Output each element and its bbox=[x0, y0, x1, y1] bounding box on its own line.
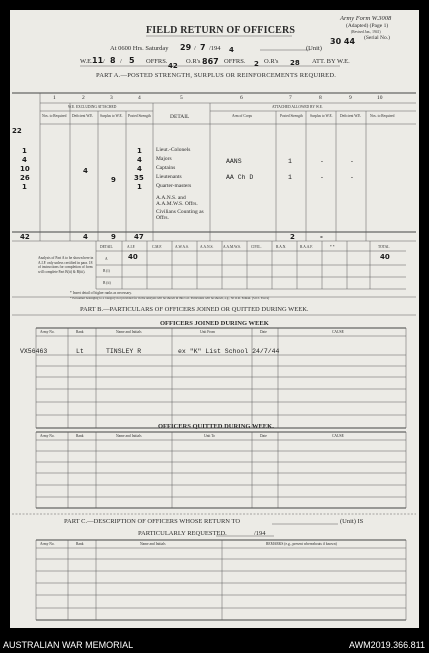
col-number-7: 7 bbox=[289, 95, 292, 101]
sub-header-6: Arm of Corps bbox=[232, 114, 252, 118]
margin-value-6: 1 bbox=[22, 183, 27, 191]
total-col4: 47 bbox=[134, 233, 144, 241]
part-c-col-rank: Rank bbox=[76, 542, 84, 546]
date-year-prefix: /194 bbox=[209, 45, 221, 52]
margin-value-4: 10 bbox=[20, 165, 30, 173]
ors2-value: 28 bbox=[290, 59, 300, 67]
analysis-header-other: * * bbox=[330, 245, 335, 249]
analysis-header-ran: R.A.N. bbox=[276, 245, 287, 249]
quitted-title: OFFICERS QUITTED DURING WEEK. bbox=[158, 423, 274, 430]
analysis-row-a: A bbox=[105, 257, 108, 261]
quitted-col-name: Name and Initials bbox=[116, 434, 142, 438]
we-ors: 8 bbox=[110, 56, 116, 65]
analysis-note: Analysis of Part A to be shown here in A.I.F. only unless certified in para. 18 of instructions for completion of form will complete Part B(ii) & B(iii). bbox=[38, 256, 94, 274]
part-c-title: PART C.—DESCRIPTION OF OFFICERS WHOSE RETURN TO bbox=[64, 518, 241, 525]
analysis-header-total: TOTAL bbox=[378, 245, 390, 249]
analysis-total-value: 40 bbox=[380, 253, 390, 261]
we-offrs: 11 bbox=[92, 56, 104, 65]
footer-institution: AUSTRALIAN WAR MEMORIAL bbox=[3, 640, 134, 650]
analysis-row-bii: B (ii) bbox=[103, 281, 111, 285]
we-total: 5 bbox=[129, 56, 135, 65]
serial-label: (Serial No.) bbox=[364, 35, 390, 41]
joined-name: TINSLEY R bbox=[106, 348, 142, 355]
footnote-1: * Insert detail of higher ranks as necessary. bbox=[70, 291, 132, 295]
analysis-header-aif: A.I.F. bbox=[127, 245, 136, 249]
detail-aans: A.A.N.S. and A.A.M.W.S. Offrs. bbox=[156, 195, 198, 207]
col8-value-0: - bbox=[320, 158, 324, 165]
analysis-header-cmf: C.M.F. bbox=[152, 245, 162, 249]
analysis-header-aamws: A.A.M.W.S. bbox=[223, 245, 241, 249]
quitted-col-rank: Rank bbox=[76, 434, 84, 438]
sub-header-4: Posted Strength bbox=[128, 114, 151, 118]
part-c-date: /194 bbox=[254, 530, 266, 537]
serial-value: 30 44 bbox=[330, 37, 356, 46]
part-c-col-remarks: REMARKS (e.g., present whereabouts if known) bbox=[266, 542, 337, 546]
sub-header-8: Surplus to W.E. bbox=[310, 114, 333, 118]
sub-header-9: Deficient W.E. bbox=[340, 114, 362, 118]
col3-value: 9 bbox=[111, 176, 116, 184]
col4-value-1: 4 bbox=[137, 156, 142, 164]
we-header: W.E. EXCLUDING ATTACHED bbox=[68, 105, 117, 109]
ors-value: 867 bbox=[202, 57, 219, 66]
at-line: At 0600 Hrs. Saturday bbox=[110, 45, 169, 52]
date-month: 7 bbox=[200, 43, 206, 52]
margin-value-3: 4 bbox=[22, 156, 27, 164]
we-label: W.E. bbox=[80, 58, 93, 65]
joined-col-unit: Unit From bbox=[200, 330, 216, 334]
col-number-1: 1 bbox=[53, 95, 56, 101]
col-number-10: 10 bbox=[377, 95, 383, 101]
col-number-5: 5 bbox=[180, 95, 183, 101]
att-label: ATT. BY W.E. bbox=[312, 58, 350, 65]
form-revised: (Revised Jan., 1941) bbox=[351, 30, 381, 34]
joined-col-rank: Rank bbox=[76, 330, 84, 334]
margin-value-2: 1 bbox=[22, 147, 27, 155]
col-number-8: 8 bbox=[319, 95, 322, 101]
joined-col-cause: CAUSE bbox=[332, 330, 344, 334]
total-col7: 2 bbox=[290, 233, 295, 241]
joined-title: OFFICERS JOINED DURING WEEK bbox=[160, 320, 269, 327]
total-col3: 9 bbox=[111, 233, 116, 241]
detail-lieutenants: Lieutenants bbox=[156, 174, 182, 180]
analysis-row-bi: B (i) bbox=[103, 269, 110, 273]
detail-captains: Captains bbox=[156, 165, 176, 171]
part-c-col-name: Name and Initials bbox=[140, 542, 166, 546]
col7-value-1: 1 bbox=[288, 174, 292, 181]
footer-accession: AWM2019.366.811 bbox=[348, 640, 425, 650]
col8-value-1: - bbox=[320, 174, 324, 181]
margin-value-5: 26 bbox=[20, 174, 30, 182]
date-year: 4 bbox=[229, 46, 234, 54]
part-b-title: PART B.—PARTICULARS OF OFFICERS JOINED OR QUITTED DURING WEEK. bbox=[80, 306, 309, 313]
col4-value-2: 4 bbox=[137, 165, 142, 173]
part-a-title: PART A.—POSTED STRENGTH, SURPLUS OR REINFORCEMENTS REQUIRED. bbox=[96, 72, 337, 79]
total-col8: - bbox=[320, 233, 323, 241]
sub-header-3: Surplus to W.E. bbox=[100, 114, 123, 118]
ors-label: O.R's bbox=[186, 58, 201, 65]
total-margin: 42 bbox=[20, 233, 30, 241]
archive-footer bbox=[0, 636, 429, 653]
joined-col-army-no: Army No. bbox=[40, 330, 55, 334]
col-number-6: 6 bbox=[240, 95, 243, 101]
ors2-label: O.R's bbox=[264, 58, 279, 65]
offrs2-value: 2 bbox=[254, 60, 259, 68]
detail-header: DETAIL bbox=[170, 114, 190, 120]
col4-value-4: 1 bbox=[137, 183, 142, 191]
sub-header-7: Posted Strength bbox=[280, 114, 303, 118]
detail-majors: Majors bbox=[156, 156, 172, 162]
quitted-col-army-no: Army No. bbox=[40, 434, 55, 438]
part-c-unit: (Unit) IS bbox=[340, 518, 364, 525]
offrs-value: 42 bbox=[168, 62, 178, 70]
offrs2-label: OFFRS. bbox=[224, 58, 246, 65]
detail-lt-col: Lieut.-Colonels bbox=[156, 147, 191, 153]
col9-value-0: - bbox=[350, 158, 354, 165]
sub-header-10: Nos. to Required bbox=[370, 114, 395, 118]
form-title: FIELD RETURN OF OFFICERS bbox=[146, 25, 296, 36]
footnote-2: * Personnel belonging to a category not provided for in the analysis will be shown in this Col. Particulars will be shown, e.g., 30 O.R. Fenian. (5.6.5. Force) bbox=[70, 296, 270, 300]
analysis-header-civil: CIVIL. bbox=[251, 245, 262, 249]
detail-civilians: Civilians Counting as Offrs. bbox=[156, 209, 204, 221]
analysis-aif-value: 40 bbox=[128, 253, 138, 261]
quitted-col-cause: CAUSE bbox=[332, 434, 344, 438]
joined-col-name: Name and Initials bbox=[116, 330, 142, 334]
analysis-header-detail: DETAIL bbox=[100, 245, 113, 249]
col-number-9: 9 bbox=[349, 95, 352, 101]
arm-value-0: AANS bbox=[226, 158, 242, 165]
part-c-line2: PARTICULARLY REQUESTED. bbox=[138, 530, 227, 537]
unit-label: (Unit) bbox=[306, 45, 322, 52]
quitted-col-date: Date bbox=[260, 434, 267, 438]
col2-value: 4 bbox=[83, 167, 88, 175]
col-number-2: 2 bbox=[82, 95, 85, 101]
col-number-3: 3 bbox=[110, 95, 113, 101]
col-number-4: 4 bbox=[138, 95, 141, 101]
arm-value-1: AA Ch D bbox=[226, 174, 254, 181]
part-c-col-army-no: Army No. bbox=[40, 542, 55, 546]
col9-value-1: - bbox=[350, 174, 354, 181]
col4-value-3: 35 bbox=[134, 174, 144, 182]
total-col2: 4 bbox=[83, 233, 88, 241]
margin-value-0: 22 bbox=[12, 127, 22, 135]
analysis-header-raaf: R.A.A.F. bbox=[300, 245, 313, 249]
joined-from: ex "K" List School 24/7/44 bbox=[178, 348, 280, 355]
analysis-header-aans: A.A.N.S. bbox=[200, 245, 214, 249]
attached-header: ATTACHED ALLOWED BY W.E. bbox=[272, 105, 323, 109]
quitted-col-unit: Unit To bbox=[204, 434, 215, 438]
joined-rank: Lt bbox=[76, 348, 84, 355]
detail-qm: Quarter-masters bbox=[156, 183, 192, 189]
sub-header-1: Nos. to Required bbox=[42, 114, 67, 118]
form-page: Army Form W.3008 (Adapted) (Page 1) (Revised Jan., 1941) FIELD RETURN OF OFFICERS At 0600 Hrs. Saturday 29 / 7 /194 4 (Unit) 30 44 (Serial No.) W.E. 11 / 8 / 5 OFFRS. 42 O.R's 867 OFFRS. 2 O.R's 28 ATT. BY W.E. PART A.—POSTED STRENGTH, SURPLUS OR REINFORCEMENTS REQUIRED. 1 2 3 4 5 6 7 8 9 10 W.E. EXCLUDING ATTACHED ATTACHED ALLOWED BY W.E. DETAIL Nos. to Required Deficient W.E. Surplus to W.E. Posted Strength Arm of Corps Posted Strength Surplus to W.E. Deficient W.E. Nos. to Required Lieut.-Colonels Majors Captains Lieutenants Quarter-masters A.A.N.S. and A.A.M.W.S. Offrs. Civilians Counting as Offrs. 22 1 4 10 26 1 4 9 1 4 4 35 1 AANS AA Ch D 1 1 - - - - 42 4 9 47 2 - Analysis of Part A to be shown here in A.I.F. only unless certified in para. 18 of instructions for completion of form will complete Part B(ii) & B(iii). DETAIL A.I.F. C.M.F. A.W.A.S. A.A.N.S. A.A.M.W.S. CIVIL. R.A.N. R.A.A.F. * * TOTAL A B (i) B (ii) 40 40 * Insert detail of higher ranks as necessary. * Personnel belonging to a category not provided for in the analysis will be shown in this Col. Particulars will be shown, e.g., 30 O.R. Fenian. (5.6.5. Force) PART B.—PARTICULARS OF OFFICERS JOINED OR QUITTED DURING WEEK. OFFICERS JOINED DURING WEEK Army No. Rank Name and Initials Unit From Date CAUSE VX56463 Lt TINSLEY R ex "K" List School 24/7/44 OFFICERS QUITTED DURING WEEK. Army No. Rank Name and Initials Unit To Date CAUSE PART C.—DESCRIPTION OF OFFICERS WHOSE RETURN TO (Unit) IS PARTICULARLY REQUESTED. /194 Army No. Rank Name and Initials REMARKS (e.g., present whereabouts if known) bbox=[10, 10, 419, 628]
analysis-header-awas: A.W.A.S. bbox=[175, 245, 189, 249]
joined-army-no: VX56463 bbox=[20, 348, 48, 355]
offrs-label: OFFRS. bbox=[146, 58, 168, 65]
sub-header-2: Deficient W.E. bbox=[72, 114, 94, 118]
form-adapted: (Adapted) (Page 1) bbox=[346, 23, 389, 29]
col7-value-0: 1 bbox=[288, 158, 292, 165]
col4-value-0: 1 bbox=[137, 147, 142, 155]
date-day: 29 bbox=[180, 43, 192, 52]
form-number: Army Form W.3008 bbox=[340, 15, 392, 22]
joined-col-date: Date bbox=[260, 330, 267, 334]
